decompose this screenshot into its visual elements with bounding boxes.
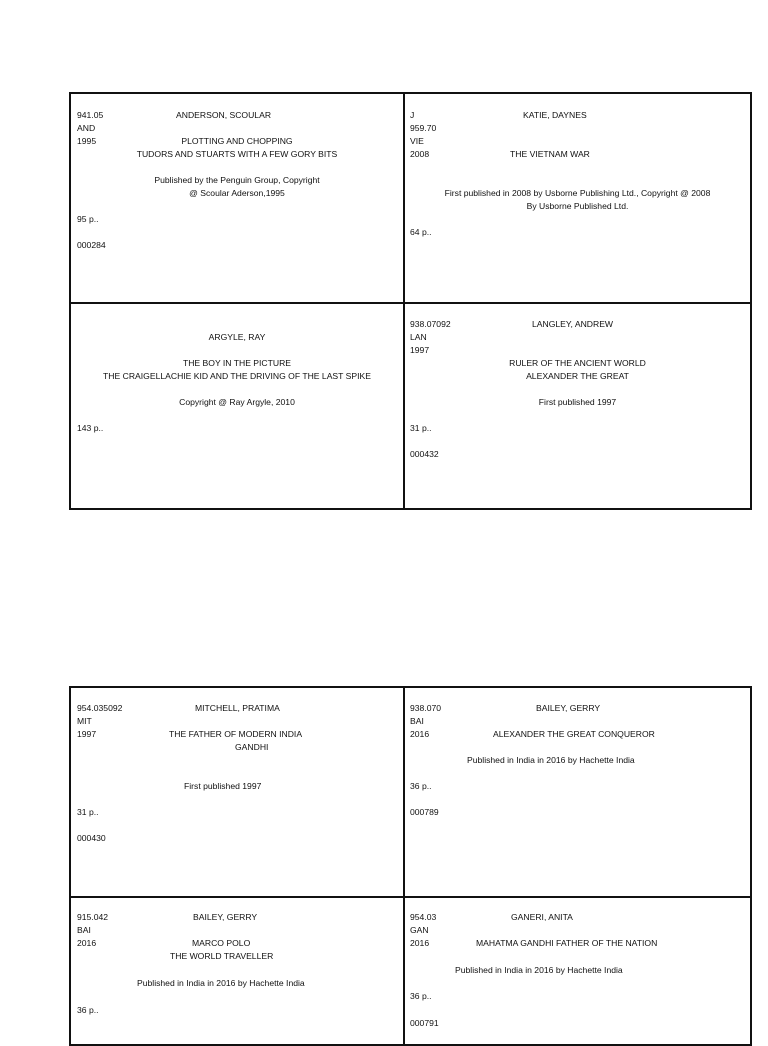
call-number: 941.05 xyxy=(77,110,104,120)
page-count: 36 p.. xyxy=(410,991,432,1001)
call-number: BAI xyxy=(77,925,91,935)
publication-info: Published in India in 2016 by Hachette India xyxy=(137,978,305,988)
book-title: THE WORLD TRAVELLER xyxy=(170,951,274,961)
publication-info: Published in India in 2016 by Hachette India xyxy=(455,965,623,975)
book-title: THE CRAIGELLACHIE KID AND THE DRIVING OF THE LAST SPIKE xyxy=(103,371,371,381)
catalog-card xyxy=(71,898,405,1044)
book-title: THE BOY IN THE PICTURE xyxy=(182,358,292,368)
book-title: ALEXANDER THE GREAT xyxy=(526,371,629,381)
page-count: 36 p.. xyxy=(410,781,432,791)
call-number: 1997 xyxy=(77,729,97,739)
book-title: TUDORS AND STUARTS WITH A FEW GORY BITS xyxy=(136,149,338,159)
accession-number: 000430 xyxy=(77,833,106,843)
book-title: ALEXANDER THE GREAT CONQUEROR xyxy=(493,729,655,739)
call-number: 1997 xyxy=(410,345,430,355)
catalog-card xyxy=(405,304,750,508)
author-name: MITCHELL, PRATIMA xyxy=(195,703,280,713)
call-number: VIE xyxy=(410,136,424,146)
call-number: 2016 xyxy=(410,729,430,739)
publication-info: First published 1997 xyxy=(538,397,617,407)
publication-info: Published in India in 2016 by Hachette India xyxy=(467,755,635,765)
page-count: 31 p.. xyxy=(410,423,432,433)
catalog-sheet-bottom xyxy=(69,686,752,1046)
book-title: GANDHI xyxy=(235,742,269,752)
author-name: ANDERSON, SCOULAR xyxy=(176,110,272,120)
call-number: 954.035092 xyxy=(77,703,123,713)
page-count: 31 p.. xyxy=(77,807,99,817)
catalog-card xyxy=(405,688,750,898)
call-number: J xyxy=(410,110,415,120)
book-title: THE FATHER OF MODERN INDIA xyxy=(169,729,303,739)
page-count: 64 p.. xyxy=(410,227,432,237)
publication-info: Copyright @ Ray Argyle, 2010 xyxy=(179,397,295,407)
accession-number: 000791 xyxy=(410,1018,439,1028)
author-name: ARGYLE, RAY xyxy=(208,332,266,342)
call-number: GAN xyxy=(410,925,429,935)
call-number: 915.042 xyxy=(77,912,109,922)
book-title: RULER OF THE ANCIENT WORLD xyxy=(509,358,646,368)
call-number: 1995 xyxy=(77,136,97,146)
catalog-card xyxy=(405,898,750,1044)
catalog-card xyxy=(405,94,750,304)
call-number: 2016 xyxy=(77,938,97,948)
catalog-card xyxy=(71,688,405,898)
call-number: 938.07092 xyxy=(410,319,451,329)
author-name: BAILEY, GERRY xyxy=(193,912,258,922)
catalog-card xyxy=(71,94,405,304)
catalog-sheet-top xyxy=(69,92,752,510)
call-number: 2016 xyxy=(410,938,430,948)
call-number: 2008 xyxy=(410,149,430,159)
accession-number: 000284 xyxy=(77,240,106,250)
catalog-card xyxy=(71,304,405,508)
accession-number: 000789 xyxy=(410,807,439,817)
publication-info: By Usborne Published Ltd. xyxy=(526,201,629,211)
page-count: 95 p.. xyxy=(77,214,99,224)
call-number: 959.70 xyxy=(410,123,437,133)
publication-info: Published by the Penguin Group, Copyright xyxy=(154,175,320,185)
page-count: 143 p.. xyxy=(77,423,104,433)
book-title: PLOTTING AND CHOPPING xyxy=(181,136,293,146)
book-title: MARCO POLO xyxy=(192,938,251,948)
book-title: THE VIETNAM WAR xyxy=(510,149,590,159)
call-number: 954.03 xyxy=(410,912,437,922)
page-count: 36 p.. xyxy=(77,1005,99,1015)
publication-info: First published 1997 xyxy=(184,781,262,791)
call-number: 938.070 xyxy=(410,703,442,713)
author-name: GANERI, ANITA xyxy=(511,912,573,922)
book-title: MAHATMA GANDHI FATHER OF THE NATION xyxy=(476,938,658,948)
author-name: KATIE, DAYNES xyxy=(523,110,587,120)
call-number: AND xyxy=(77,123,96,133)
call-number: MIT xyxy=(77,716,92,726)
accession-number: 000432 xyxy=(410,449,439,459)
publication-info: @ Scoular Aderson,1995 xyxy=(189,188,285,198)
author-name: BAILEY, GERRY xyxy=(536,703,601,713)
call-number: BAI xyxy=(410,716,424,726)
call-number: LAN xyxy=(410,332,427,342)
publication-info: First published in 2008 by Usborne Publishing Ltd., Copyright @ 2008 xyxy=(444,188,711,198)
author-name: LANGLEY, ANDREW xyxy=(532,319,614,329)
